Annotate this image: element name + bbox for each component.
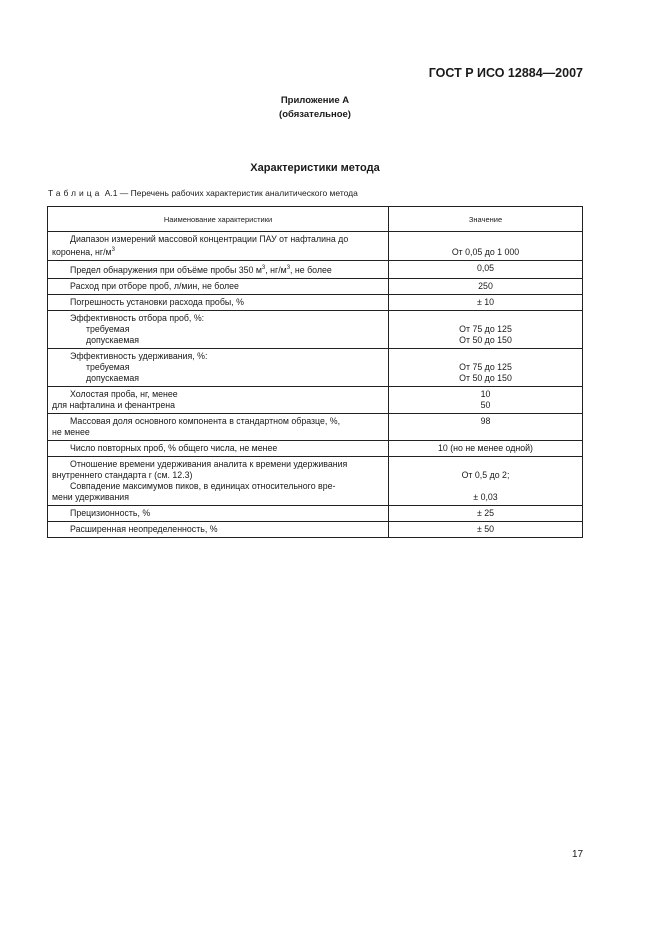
row-name-line: Расход при отборе проб, л/мин, не более — [70, 280, 239, 291]
row-name-text: , не более — [290, 264, 332, 275]
table-row — [48, 386, 583, 413]
row-name — [48, 456, 389, 505]
annex-title: Приложение А — [280, 95, 350, 106]
row-name — [48, 278, 389, 294]
row-name-line: требуемая — [86, 323, 130, 334]
row-name-text: Предел обнаружения при объёме пробы 350 м — [70, 264, 262, 275]
row-name — [48, 260, 389, 278]
row-name-line: для нафталина и фенантрена — [52, 399, 175, 410]
table-row — [48, 260, 583, 278]
table-row — [48, 278, 583, 294]
row-value: ± 25 — [389, 505, 583, 521]
row-name-line: Массовая доля основного компонента в стандартном образце, %, — [70, 415, 341, 426]
row-name-text: коронена, нг/м — [52, 246, 112, 257]
row-name-line: допускаемая — [86, 334, 140, 345]
row-value: 98 — [389, 413, 583, 440]
row-value: 10 (но не менее одной) — [389, 440, 583, 456]
value-line: От 50 до 150 — [459, 334, 512, 345]
row-name — [48, 386, 389, 413]
row-value — [389, 456, 583, 505]
table-row — [48, 232, 583, 261]
value-line: ± 0,03 — [473, 491, 498, 502]
row-name-line: требуемая — [86, 361, 130, 372]
row-value: От 0,05 до 1 000 — [389, 232, 583, 261]
row-name-line: допускаемая — [86, 372, 140, 383]
row-name-line: Холостая проба, нг, менее — [70, 388, 178, 399]
value-line: 50 — [480, 399, 491, 410]
row-name — [48, 505, 389, 521]
row-name-line: мени удерживания — [52, 491, 129, 502]
row-name — [48, 521, 389, 537]
row-name-line: не менее — [52, 426, 90, 437]
value-line: От 50 до 150 — [459, 372, 512, 383]
table-header-row — [48, 207, 583, 232]
row-value: ± 50 — [389, 521, 583, 537]
annex-subtitle: (обязательное) — [279, 109, 351, 120]
spacer — [393, 459, 578, 470]
row-name-line: Диапазон измерений массовой концентрации ПАУ от нафталина до — [70, 234, 349, 244]
row-name-line — [52, 263, 384, 276]
row-value: ± 10 — [389, 294, 583, 310]
row-name — [48, 440, 389, 456]
row-name-line: Отношение времени удерживания аналита к времени удерживания — [70, 458, 348, 469]
row-name-line: Прецизионность, % — [70, 507, 151, 518]
row-value — [389, 310, 583, 348]
row-name-line: Число повторных проб, % общего числа, не менее — [70, 442, 278, 453]
row-name — [48, 294, 389, 310]
table-row — [48, 310, 583, 348]
row-value: 250 — [389, 278, 583, 294]
row-value — [389, 386, 583, 413]
row-value — [389, 348, 583, 386]
value-line: 10 — [480, 388, 491, 399]
value-line: От 75 до 125 — [459, 323, 512, 334]
superscript: 3 — [111, 247, 115, 253]
row-name-line — [52, 245, 384, 258]
row-name-line: внутреннего стандарта r (см. 12.3) — [52, 469, 193, 480]
table-row — [48, 456, 583, 505]
table-row — [48, 521, 583, 537]
row-name — [48, 232, 389, 261]
characteristics-table — [47, 206, 583, 538]
table-row — [48, 440, 583, 456]
superscript: 3 — [286, 264, 291, 271]
page-number: 17 — [572, 849, 584, 860]
row-name — [48, 413, 389, 440]
table-row — [48, 505, 583, 521]
table-caption-text: А.1 — Перечень рабочих характеристик аналитического метода — [102, 188, 358, 198]
table-row — [48, 413, 583, 440]
row-name — [48, 310, 389, 348]
value-line: От 0,5 до 2; — [461, 469, 510, 480]
header-name: Наименование характеристики — [48, 207, 389, 232]
header-value: Значение — [389, 207, 583, 232]
row-name-line: Эффективность отбора проб, %: — [70, 312, 205, 323]
table-row — [48, 348, 583, 386]
superscript: 3 — [261, 264, 266, 271]
row-value: 0,05 — [389, 260, 583, 278]
row-name — [48, 348, 389, 386]
row-name-text: , нг/м — [265, 264, 287, 275]
row-name-line: Совпадение максимумов пиков, в единицах относительного вре- — [70, 480, 336, 491]
row-name-line: Эффективность удерживания, %: — [70, 350, 208, 361]
table-caption-prefix: Таблица — [48, 188, 103, 198]
row-name-line: Расширенная неопределенность, % — [70, 523, 218, 534]
standard-code: ГОСТ Р ИСО 12884—2007 — [428, 66, 583, 80]
table-row — [48, 294, 583, 310]
value-line: От 75 до 125 — [459, 361, 512, 372]
row-name-line: Погрешность установки расхода пробы, % — [70, 296, 244, 307]
section-title: Характеристики метода — [250, 162, 380, 174]
spacer — [393, 481, 578, 492]
table-caption — [48, 188, 358, 198]
